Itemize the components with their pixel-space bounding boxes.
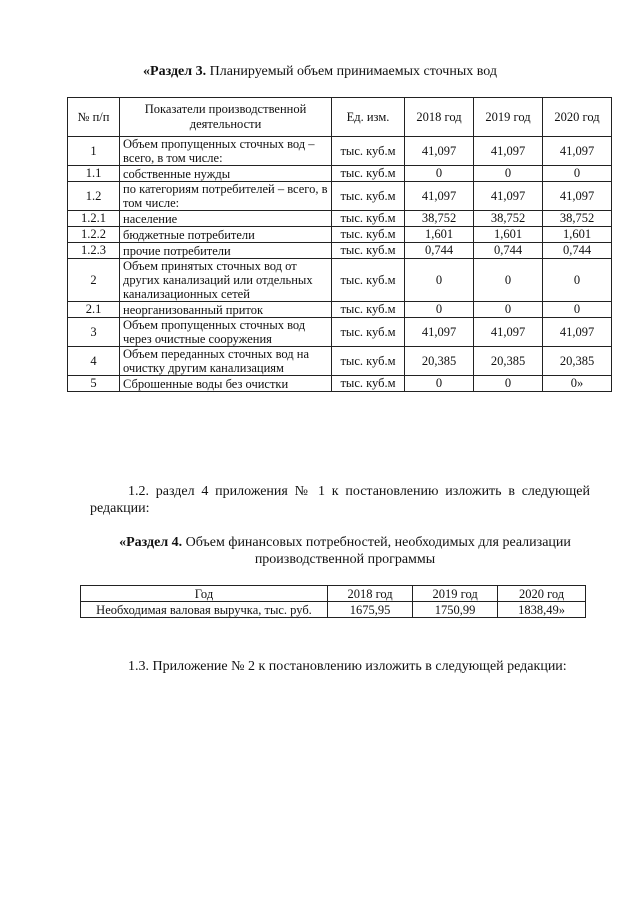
header-num: № п/п xyxy=(68,98,120,137)
row-indicator: Объем переданных сточных вод на очистку другим канализациям xyxy=(120,347,332,376)
row-number: 2.1 xyxy=(68,302,120,318)
row-indicator: Объем принятых сточных вод от других канализаций или отдельных канализационных сетей xyxy=(120,259,332,302)
table-header-row xyxy=(81,586,586,602)
row-value-2018: 0 xyxy=(405,376,474,392)
row-value-2018: 41,097 xyxy=(405,318,474,347)
section4-title xyxy=(95,534,595,568)
paragraph-1-3: 1.3. Приложение № 2 к постановлению изложить в следующей редакции: xyxy=(128,659,567,674)
row-number: 4 xyxy=(68,347,120,376)
table-row xyxy=(68,211,612,227)
row-value-2019: 41,097 xyxy=(474,182,543,211)
header-indicator: Показатели производственной деятельности xyxy=(120,98,332,137)
row-value-2019: 38,752 xyxy=(474,211,543,227)
row-value-2019: 41,097 xyxy=(474,137,543,166)
header-2018: 2018 год xyxy=(328,586,413,602)
row-indicator: Объем пропущенных сточных вод через очистные сооружения xyxy=(120,318,332,347)
row-indicator: бюджетные потребители xyxy=(120,227,332,243)
row-value-2018: 41,097 xyxy=(405,182,474,211)
header-year: Год xyxy=(81,586,328,602)
row-number: 2 xyxy=(68,259,120,302)
table-row xyxy=(68,137,612,166)
row-value-2018: 38,752 xyxy=(405,211,474,227)
table-row xyxy=(81,602,586,618)
revenue-2018: 1675,95 xyxy=(328,602,413,618)
row-indicator: собственные нужды xyxy=(120,166,332,182)
row-unit: тыс. куб.м xyxy=(332,302,405,318)
row-value-2019: 0 xyxy=(474,166,543,182)
row-value-2020: 20,385 xyxy=(543,347,612,376)
row-number: 1 xyxy=(68,137,120,166)
row-value-2020: 0» xyxy=(543,376,612,392)
header-2019: 2019 год xyxy=(474,98,543,137)
financial-needs-table xyxy=(80,585,586,618)
header-2019: 2019 год xyxy=(413,586,498,602)
paragraph-1-2: 1.2. раздел 4 приложения № 1 к постановлению изложить в следующей редакции: xyxy=(90,484,590,516)
row-value-2020: 1,601 xyxy=(543,227,612,243)
table-row xyxy=(68,166,612,182)
header-unit: Ед. изм. xyxy=(332,98,405,137)
header-2020: 2020 год xyxy=(498,586,586,602)
table-row xyxy=(68,347,612,376)
row-value-2020: 41,097 xyxy=(543,318,612,347)
row-value-2020: 41,097 xyxy=(543,137,612,166)
row-value-2020: 0 xyxy=(543,166,612,182)
row-unit: тыс. куб.м xyxy=(332,211,405,227)
row-value-2018: 0 xyxy=(405,259,474,302)
row-value-2019: 0 xyxy=(474,259,543,302)
row-value-2019: 0,744 xyxy=(474,243,543,259)
table-row xyxy=(68,182,612,211)
table-row xyxy=(68,227,612,243)
row-value-2020: 41,097 xyxy=(543,182,612,211)
planned-wastewater-table xyxy=(67,97,612,392)
row-unit: тыс. куб.м xyxy=(332,243,405,259)
table-row xyxy=(68,259,612,302)
row-number: 1.2 xyxy=(68,182,120,211)
table-row xyxy=(68,318,612,347)
row-value-2019: 41,097 xyxy=(474,318,543,347)
row-value-2019: 0 xyxy=(474,376,543,392)
table-row xyxy=(68,302,612,318)
row-value-2018: 1,601 xyxy=(405,227,474,243)
table-row xyxy=(68,243,612,259)
revenue-label: Необходимая валовая выручка, тыс. руб. xyxy=(81,602,328,618)
row-unit: тыс. куб.м xyxy=(332,227,405,243)
row-unit: тыс. куб.м xyxy=(332,318,405,347)
row-indicator: Сброшенные воды без очистки xyxy=(120,376,332,392)
section4-title-bold: «Раздел 4. xyxy=(119,535,183,550)
table-row xyxy=(68,376,612,392)
row-value-2018: 0,744 xyxy=(405,243,474,259)
row-value-2019: 0 xyxy=(474,302,543,318)
header-2020: 2020 год xyxy=(543,98,612,137)
row-number: 5 xyxy=(68,376,120,392)
section3-title-text: Планируемый объем принимаемых сточных вод xyxy=(206,64,497,79)
table-header-row xyxy=(68,98,612,137)
row-number: 1.2.3 xyxy=(68,243,120,259)
table-body xyxy=(68,137,612,392)
row-unit: тыс. куб.м xyxy=(332,137,405,166)
row-indicator: по категориям потребителей – всего, в том числе: xyxy=(120,182,332,211)
row-indicator: неорганизованный приток xyxy=(120,302,332,318)
row-value-2020: 0,744 xyxy=(543,243,612,259)
row-number: 1.1 xyxy=(68,166,120,182)
row-indicator: Объем пропущенных сточных вод – всего, в том числе: xyxy=(120,137,332,166)
row-value-2018: 20,385 xyxy=(405,347,474,376)
row-unit: тыс. куб.м xyxy=(332,376,405,392)
row-number: 1.2.2 xyxy=(68,227,120,243)
section4-title-text: Объем финансовых потребностей, необходимых для реализации производственной программы xyxy=(182,535,571,567)
row-number: 1.2.1 xyxy=(68,211,120,227)
row-value-2018: 0 xyxy=(405,302,474,318)
row-value-2018: 41,097 xyxy=(405,137,474,166)
section3-title xyxy=(0,64,640,80)
row-indicator: прочие потребители xyxy=(120,243,332,259)
revenue-2019: 1750,99 xyxy=(413,602,498,618)
row-unit: тыс. куб.м xyxy=(332,259,405,302)
section3-title-bold: «Раздел 3. xyxy=(143,64,207,79)
row-value-2020: 0 xyxy=(543,302,612,318)
header-2018: 2018 год xyxy=(405,98,474,137)
row-value-2020: 38,752 xyxy=(543,211,612,227)
row-unit: тыс. куб.м xyxy=(332,347,405,376)
revenue-2020: 1838,49» xyxy=(498,602,586,618)
row-value-2019: 1,601 xyxy=(474,227,543,243)
row-unit: тыс. куб.м xyxy=(332,182,405,211)
row-value-2018: 0 xyxy=(405,166,474,182)
row-value-2019: 20,385 xyxy=(474,347,543,376)
row-unit: тыс. куб.м xyxy=(332,166,405,182)
row-indicator: население xyxy=(120,211,332,227)
row-value-2020: 0 xyxy=(543,259,612,302)
row-number: 3 xyxy=(68,318,120,347)
